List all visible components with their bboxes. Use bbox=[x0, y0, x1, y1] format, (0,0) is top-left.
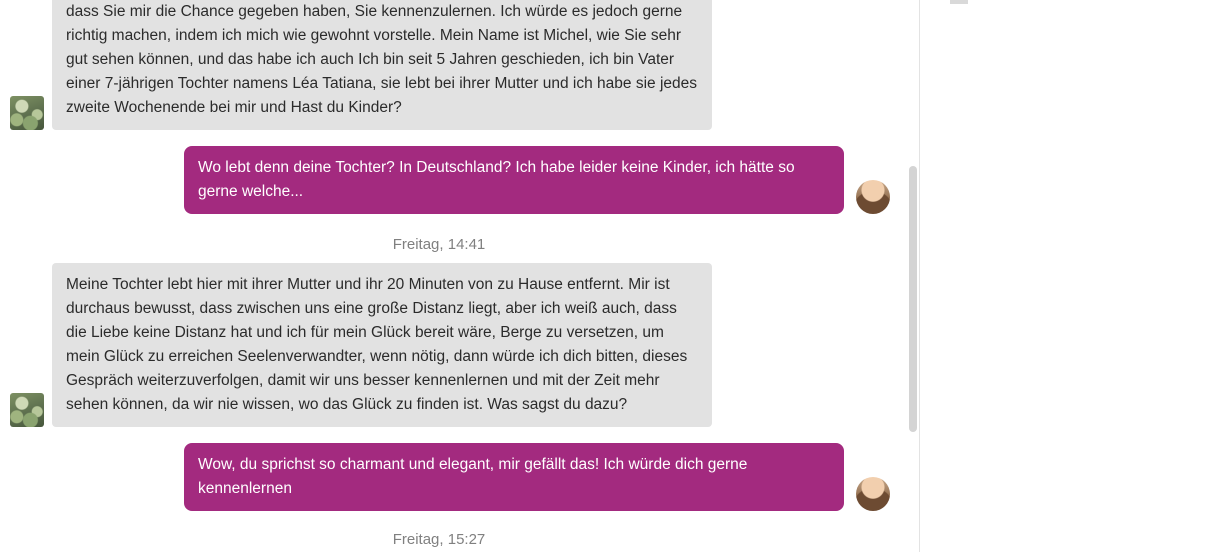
panel-placeholder-bar bbox=[950, 0, 968, 4]
right-side-panel bbox=[919, 0, 1227, 552]
message-timestamp: Freitag, 15:27 bbox=[392, 531, 486, 548]
chat-scrollbar-thumb[interactable] bbox=[909, 166, 917, 432]
portrait-avatar[interactable] bbox=[856, 180, 890, 214]
message-bubble-outgoing: Wow, du sprichst so charmant und elegant, mir gefällt das! Ich würde dich gerne kennenlernen bbox=[184, 443, 844, 511]
message-row-incoming bbox=[0, 0, 918, 130]
message-bubble-incoming: dass Sie mir die Chance gegeben haben, Sie kennenzulernen. Ich würde es jedoch gerne richtig machen, indem ich mich wie gewohnt vorstelle. Mein Name ist Michel, wie Sie sehr gut sehen können, und das habe ich auch Ich bin seit 5 Jahren geschieden, ich bin Vater einer 7-jährigen Tochter namens Léa Tatiana, sie lebt bei ihrer Mutter und ich habe sie jedes zweite Wochenende bei mir und Hast du Kinder? bbox=[52, 0, 712, 130]
plants-avatar[interactable] bbox=[10, 96, 44, 130]
chat-scrollbar[interactable] bbox=[908, 0, 918, 552]
message-bubble-incoming: Meine Tochter lebt hier mit ihrer Mutter und ihr 20 Minuten von zu Hause entfernt. Mir ist durchaus bewusst, dass zwischen uns eine große Distanz liegt, aber ich weiß auch, dass die Liebe keine Distanz hat und ich für mein Glück bereit wäre, Berge zu versetzen, um mein Glück zu erreichen Seelenverwandter, wenn nötig, dann würde ich dich bitten, dieses Gespräch weiterzuverfolgen, damit wir uns besser kennenlernen und mit der Zeit mehr sehen können, da wir nie wissen, wo das Glück zu finden ist. Was sagst du dazu? bbox=[52, 263, 712, 427]
message-row-incoming bbox=[0, 263, 918, 427]
portrait-avatar[interactable] bbox=[856, 477, 890, 511]
message-timestamp: Freitag, 14:41 bbox=[392, 236, 486, 253]
plants-avatar[interactable] bbox=[10, 393, 44, 427]
message-bubble-outgoing: Wo lebt denn deine Tochter? In Deutschland? Ich habe leider keine Kinder, ich hätte so gerne welche... bbox=[184, 146, 844, 214]
message-row-outgoing bbox=[0, 146, 918, 214]
message-row-outgoing bbox=[0, 443, 918, 511]
